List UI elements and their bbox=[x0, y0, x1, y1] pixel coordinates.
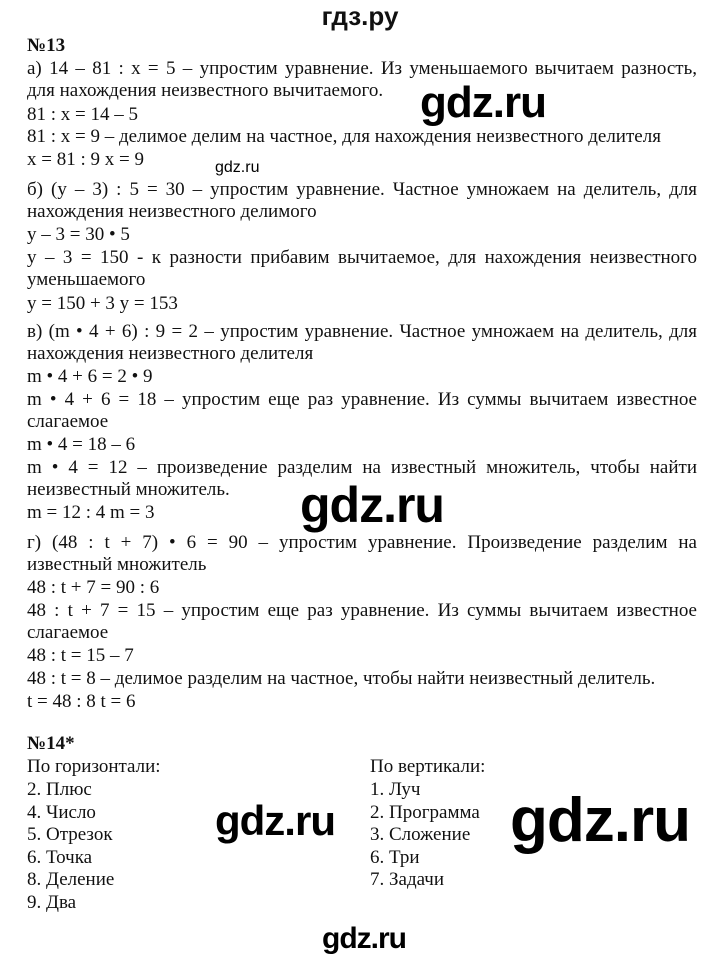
watermark-logo: gdz.ru bbox=[420, 78, 546, 127]
horizontal-answer: 8. Деление bbox=[27, 869, 115, 890]
solution-line: для нахождения неизвестного вычитаемого. bbox=[27, 80, 384, 101]
solution-line: в) (m • 4 + 6) : 9 = 2 – упростим уравнение. Частное умножаем на делитель, для bbox=[27, 321, 697, 342]
vertical-answer: 2. Программа bbox=[370, 801, 480, 823]
vertical-heading: По вертикали: bbox=[370, 756, 486, 777]
solution-line: y = 150 + 3 y = 153 bbox=[27, 293, 178, 314]
solution-line: m • 4 = 18 – 6 bbox=[27, 434, 136, 455]
solution-line: нахождения неизвестного делимого bbox=[27, 201, 317, 222]
solution-line: слагаемое bbox=[27, 622, 109, 643]
horizontal-answer: 5. Отрезок bbox=[27, 824, 113, 845]
solution-line: 81 : x = 14 – 5 bbox=[27, 104, 138, 125]
site-header: гдз.ру bbox=[321, 1, 399, 31]
task-14-title: №14* bbox=[27, 733, 75, 754]
solution-line: а) 14 – 81 : x = 5 – упростим уравнение. Из уменьшаемого вычитаем разность, bbox=[27, 58, 697, 79]
solution-line: y – 3 = 150 - к разности прибавим вычитаемое, для нахождения неизвестного bbox=[27, 247, 697, 268]
solution-line: уменьшаемого bbox=[27, 269, 146, 290]
solution-line: m • 4 = 12 – произведение разделим на известный множитель, чтобы найти bbox=[27, 457, 697, 478]
solution-line: m = 12 : 4 m = 3 bbox=[27, 502, 155, 523]
solution-line: нахождения неизвестного делителя bbox=[27, 343, 314, 364]
solution-line: слагаемое bbox=[27, 411, 109, 432]
watermark-logo: gdz.ru bbox=[215, 159, 260, 176]
solution-line: m • 4 + 6 = 2 • 9 bbox=[27, 366, 153, 387]
solution-line: б) (y – 3) : 5 = 30 – упростим уравнение. Частное умножаем на делитель, для bbox=[27, 179, 697, 200]
solution-line: г) (48 : t + 7) • 6 = 90 – упростим уравнение. Произведение разделим на bbox=[27, 532, 697, 553]
watermark-logo: gdz.ru bbox=[215, 797, 335, 844]
solution-line: t = 48 : 8 t = 6 bbox=[27, 691, 136, 712]
horizontal-answer: 6. Точка bbox=[27, 846, 93, 868]
watermark-logo: gdz.ru bbox=[322, 922, 406, 955]
solution-line: x = 81 : 9 x = 9 bbox=[27, 149, 144, 170]
vertical-answer: 7. Задачи bbox=[370, 869, 445, 890]
solution-line: y – 3 = 30 • 5 bbox=[27, 224, 130, 245]
horizontal-answer: 2. Плюс bbox=[27, 779, 92, 800]
watermark-logo: gdz.ru bbox=[300, 477, 444, 533]
solution-line: 48 : t + 7 = 15 – упростим еще раз уравнение. Из суммы вычитаем известное bbox=[27, 600, 697, 621]
solution-line: 48 : t + 7 = 90 : 6 bbox=[27, 577, 160, 598]
watermark-logo: gdz.ru bbox=[510, 786, 690, 855]
solution-line: m • 4 + 6 = 18 – упростим еще раз уравнение. Из суммы вычитаем известное bbox=[27, 389, 697, 410]
solution-line: известный множитель bbox=[27, 554, 207, 575]
task-13-title: №13 bbox=[27, 35, 66, 56]
horizontal-answer: 9. Два bbox=[27, 891, 77, 913]
vertical-answer: 3. Сложение bbox=[370, 824, 471, 845]
solution-line: 48 : t = 8 – делимое разделим на частное, чтобы найти неизвестный делитель. bbox=[27, 668, 656, 689]
vertical-answer: 1. Луч bbox=[370, 779, 421, 800]
solution-line: 48 : t = 15 – 7 bbox=[27, 645, 134, 666]
vertical-answer: 6. Три bbox=[370, 846, 420, 868]
solution-line: 81 : x = 9 – делимое делим на частное, для нахождения неизвестного делителя bbox=[27, 126, 661, 147]
horizontal-answer: 4. Число bbox=[27, 801, 96, 823]
solution-line: неизвестный множитель. bbox=[27, 479, 230, 500]
horizontal-heading: По горизонтали: bbox=[27, 756, 161, 777]
